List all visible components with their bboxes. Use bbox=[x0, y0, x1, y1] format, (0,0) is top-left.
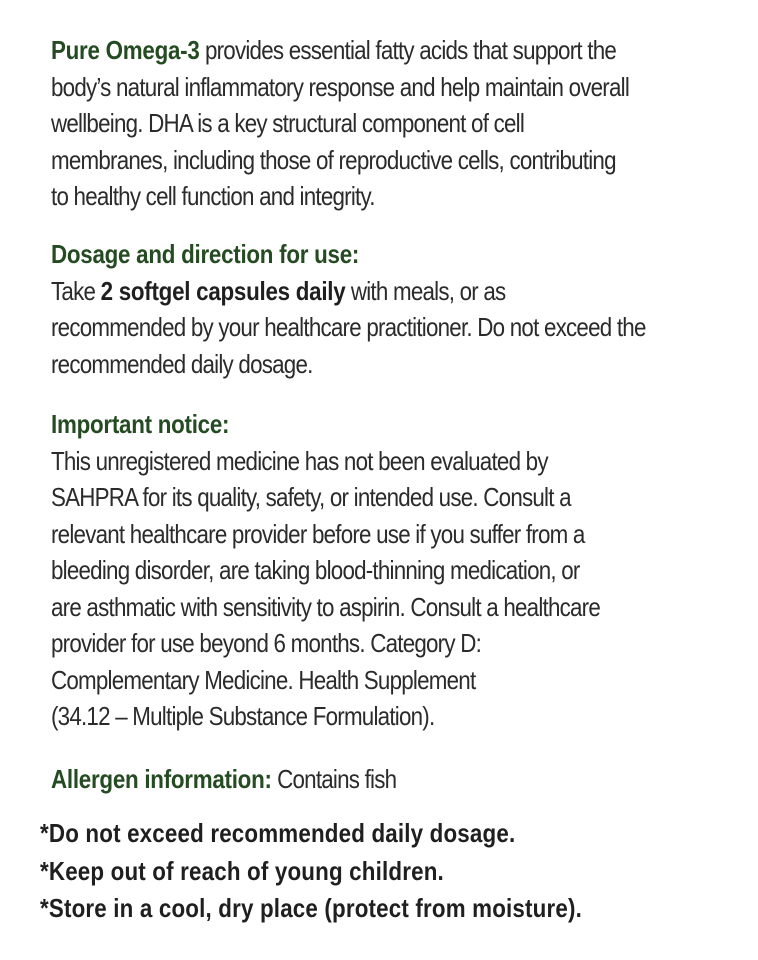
warning-item: *Keep out of reach of young children. bbox=[40, 855, 444, 886]
warnings-list bbox=[40, 815, 750, 928]
notice-line: bleeding disorder, are taking blood-thinning medication, or bbox=[51, 555, 580, 585]
allergen-label: Allergen information: bbox=[51, 764, 272, 794]
warning-item: *Do not exceed recommended daily dosage. bbox=[40, 818, 516, 848]
dosage-line-1 bbox=[51, 273, 644, 310]
notice-line: are asthmatic with sensitivity to aspirin. Consult a healthcare bbox=[51, 591, 601, 622]
dosage-line-1-post: with meals, or as bbox=[345, 275, 506, 306]
intro-line-4: membranes, including those of reproductive cells, contributing bbox=[51, 144, 616, 175]
intro-line-3: wellbeing. DHA is a key structural component of cell bbox=[51, 108, 525, 138]
intro-line-1 bbox=[51, 32, 644, 69]
dosage-line-2: recommended by your healthcare practitioner. Do not exceed the bbox=[51, 312, 646, 342]
notice-line: SAHPRA for its quality, safety, or intended use. Consult a bbox=[51, 482, 571, 512]
notice-line: Complementary Medicine. Health Supplement bbox=[51, 664, 476, 695]
warning-item: *Store in a cool, dry place (protect from moisture). bbox=[40, 893, 582, 923]
product-name: Pure Omega-3 bbox=[51, 35, 200, 65]
allergen-value: Contains fish bbox=[271, 764, 397, 794]
dosage-amount: 2 softgel capsules daily bbox=[100, 275, 346, 306]
notice-line: (34.12 – Multiple Substance Formulation). bbox=[51, 701, 435, 731]
intro-line-5: to healthy cell function and integrity. bbox=[51, 181, 375, 211]
intro-line-2: body’s natural inflammatory response and help maintain overall bbox=[51, 71, 630, 102]
allergen-line bbox=[51, 761, 644, 798]
dosage-heading: Dosage and direction for use: bbox=[51, 239, 360, 269]
dosage-section bbox=[51, 236, 741, 382]
allergen-section bbox=[51, 761, 741, 798]
dosage-line-1-pre: Take bbox=[51, 275, 101, 306]
intro-line-1-text: provides essential fatty acids that support the bbox=[199, 35, 617, 65]
notice-heading: Important notice: bbox=[51, 409, 230, 439]
intro-paragraph bbox=[51, 32, 741, 215]
notice-line: This unregistered medicine has not been evaluated by bbox=[51, 445, 548, 476]
notice-section bbox=[51, 406, 741, 735]
notice-line: relevant healthcare provider before use if you suffer from a bbox=[51, 518, 585, 549]
dosage-line-3: recommended daily dosage. bbox=[51, 348, 313, 379]
notice-line: provider for use beyond 6 months. Category D: bbox=[51, 628, 482, 658]
